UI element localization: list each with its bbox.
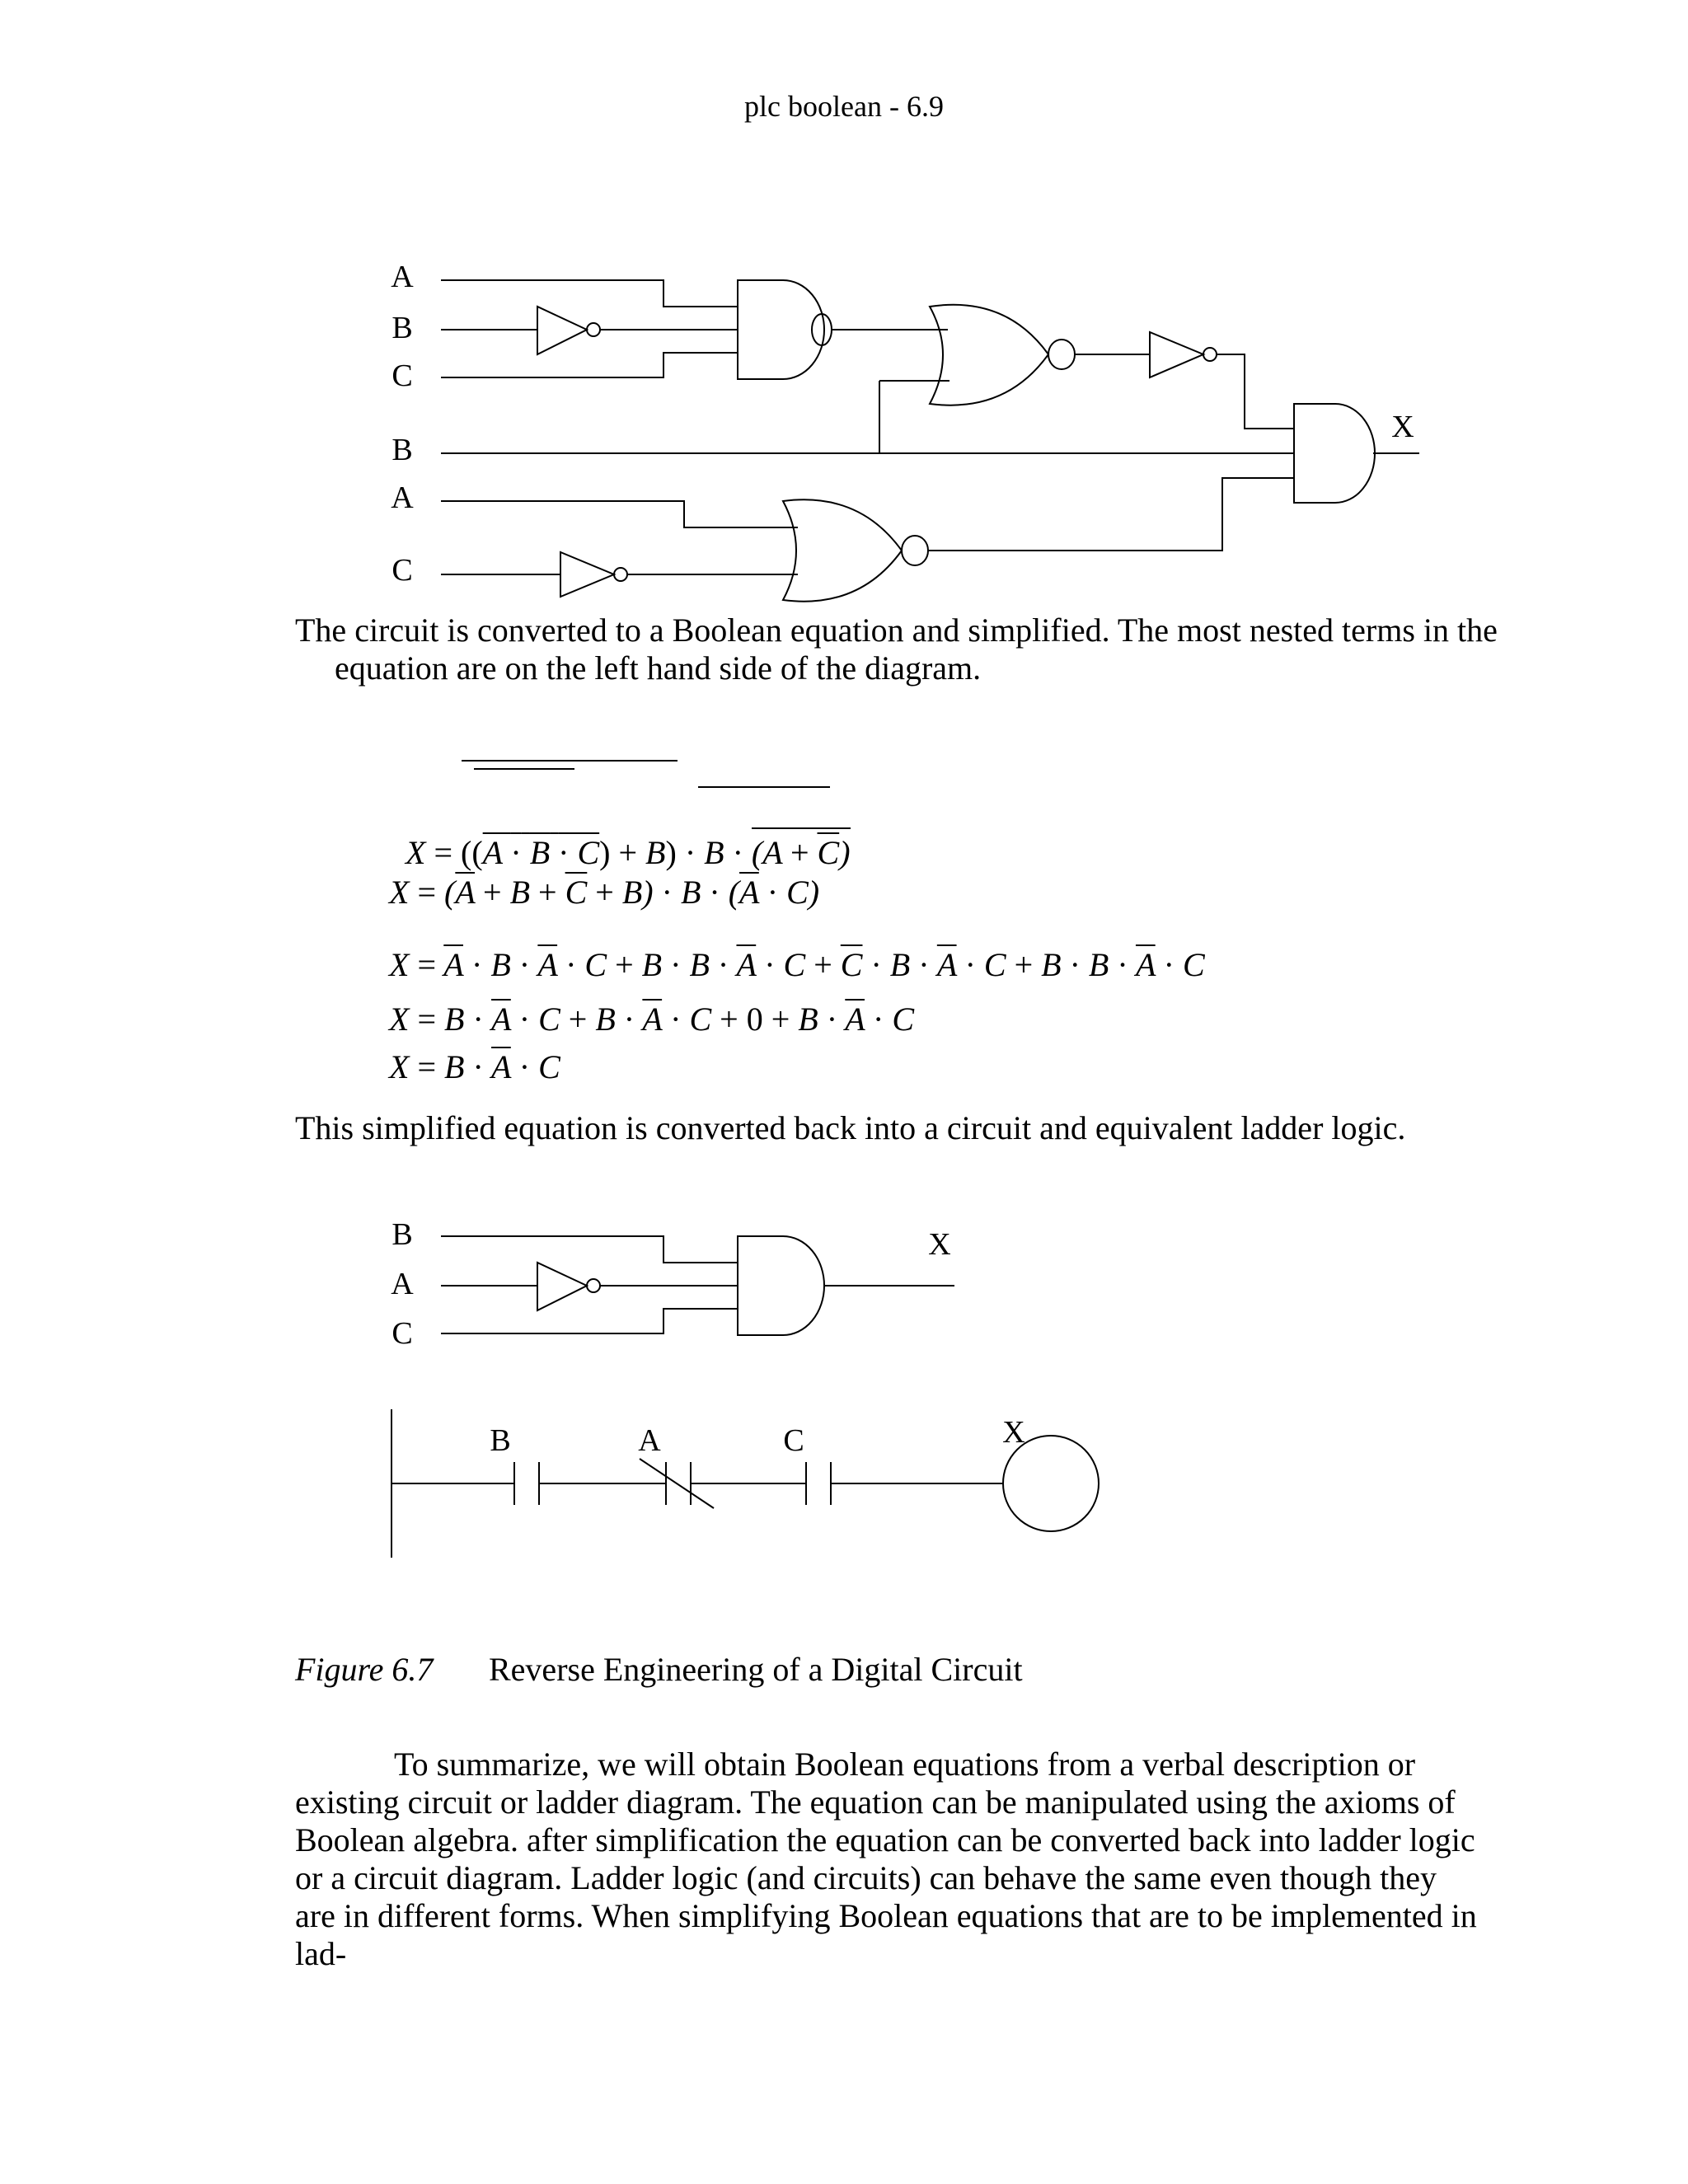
wire-nor2-to-and	[928, 478, 1294, 551]
nor-gate-1	[930, 305, 1048, 405]
wire-a	[441, 280, 738, 307]
nor-gate-2-bubble	[902, 536, 928, 565]
input-label-c: C	[392, 359, 413, 393]
coil-label-x: X	[1002, 1415, 1025, 1450]
equation-5: $X = B \cdot \overline{A} \cdot C$	[389, 1048, 560, 1085]
output-coil-x	[1003, 1436, 1099, 1531]
page-header: plc boolean - 6.9	[744, 90, 944, 123]
contact-label-c: C	[783, 1423, 804, 1458]
wire-c	[441, 1309, 738, 1333]
nor-gate-1-bubble	[1048, 340, 1075, 369]
contact-label-b: B	[490, 1423, 511, 1458]
inverter-a	[537, 1263, 587, 1310]
paragraph-circuit-conversion: The circuit is converted to a Boolean equation and simplified. The most nested terms in the equation are on the left hand side of the diagram.	[295, 612, 1498, 687]
and-gate	[738, 1236, 824, 1335]
input-label-a2: A	[391, 480, 414, 515]
nand-bubble	[812, 314, 832, 345]
input-label-b2: B	[392, 433, 413, 467]
paragraph-simplified: This simplified equation is converted back into a circuit and equivalent ladder logic.	[295, 1109, 1406, 1146]
figure-title: Reverse Engineering of a Digital Circuit	[489, 1651, 1023, 1688]
circuit-diagram-original	[0, 0, 1688, 643]
wire-c	[441, 353, 738, 377]
inverter-c2	[560, 552, 614, 597]
paragraph-summary: To summarize, we will obtain Boolean equations from a verbal description or existing circuit or ladder diagram. The equation can be manipulated using the axioms of Boolean algebra. after simplification the equation can be converted back into ladder logic or a circuit diagram. Ladder logic (and circuits) can behave the same even though they are in different forms. When simplifying Boolean equations that are to be implemented in lad-	[295, 1746, 1477, 1972]
input-label-c2: C	[392, 553, 413, 588]
figure-number: Figure 6.7	[295, 1651, 434, 1688]
and-gate-output	[1294, 404, 1375, 503]
equation-1: $X = ((A \cdot B \cdot C) + B) \cdot B \cdot (A + \overline{C})$	[389, 791, 851, 874]
wire-b	[441, 1236, 738, 1263]
wire-to-and	[1217, 354, 1294, 429]
nor-gate-2	[783, 499, 902, 601]
output-label-x: X	[928, 1227, 951, 1262]
figure-caption	[295, 1650, 1023, 1689]
inverter-a-bubble	[587, 1279, 600, 1292]
inverter-b	[537, 307, 587, 354]
ladder-diagram	[0, 1401, 1688, 1599]
equation-4: $X = B \cdot \overline{A} \cdot C + B \cdot \overline{A} \cdot C + 0 + B \cdot \overline{A} \cdot C$	[389, 1001, 915, 1038]
input-label-a: A	[391, 1267, 414, 1301]
wire-a2	[441, 501, 798, 527]
inverter-nor1	[1150, 332, 1203, 377]
contact-b-normally-open	[514, 1462, 539, 1505]
input-label-b: B	[392, 311, 413, 345]
input-label-a: A	[391, 260, 414, 294]
output-label-x: X	[1391, 410, 1414, 444]
equation-2: $X = (\overline{A} + B + \overline{C} + B) \cdot B \cdot (\overline{A} \cdot C)$	[389, 874, 820, 911]
input-label-c: C	[392, 1316, 413, 1351]
inverter-b-bubble	[587, 323, 600, 336]
equation-3: $X = \overline{A} \cdot B \cdot \overline{A} \cdot C + B \cdot B \cdot \overline{A} \cdot C + \overline{C} \cdot B \cdot \overline{A} \cdot C + B \cdot B \cdot \overline{A} \cdot C$	[389, 946, 1205, 983]
contact-c-normally-open	[806, 1462, 831, 1505]
input-label-b: B	[392, 1217, 413, 1252]
contact-label-a: A	[638, 1423, 661, 1458]
